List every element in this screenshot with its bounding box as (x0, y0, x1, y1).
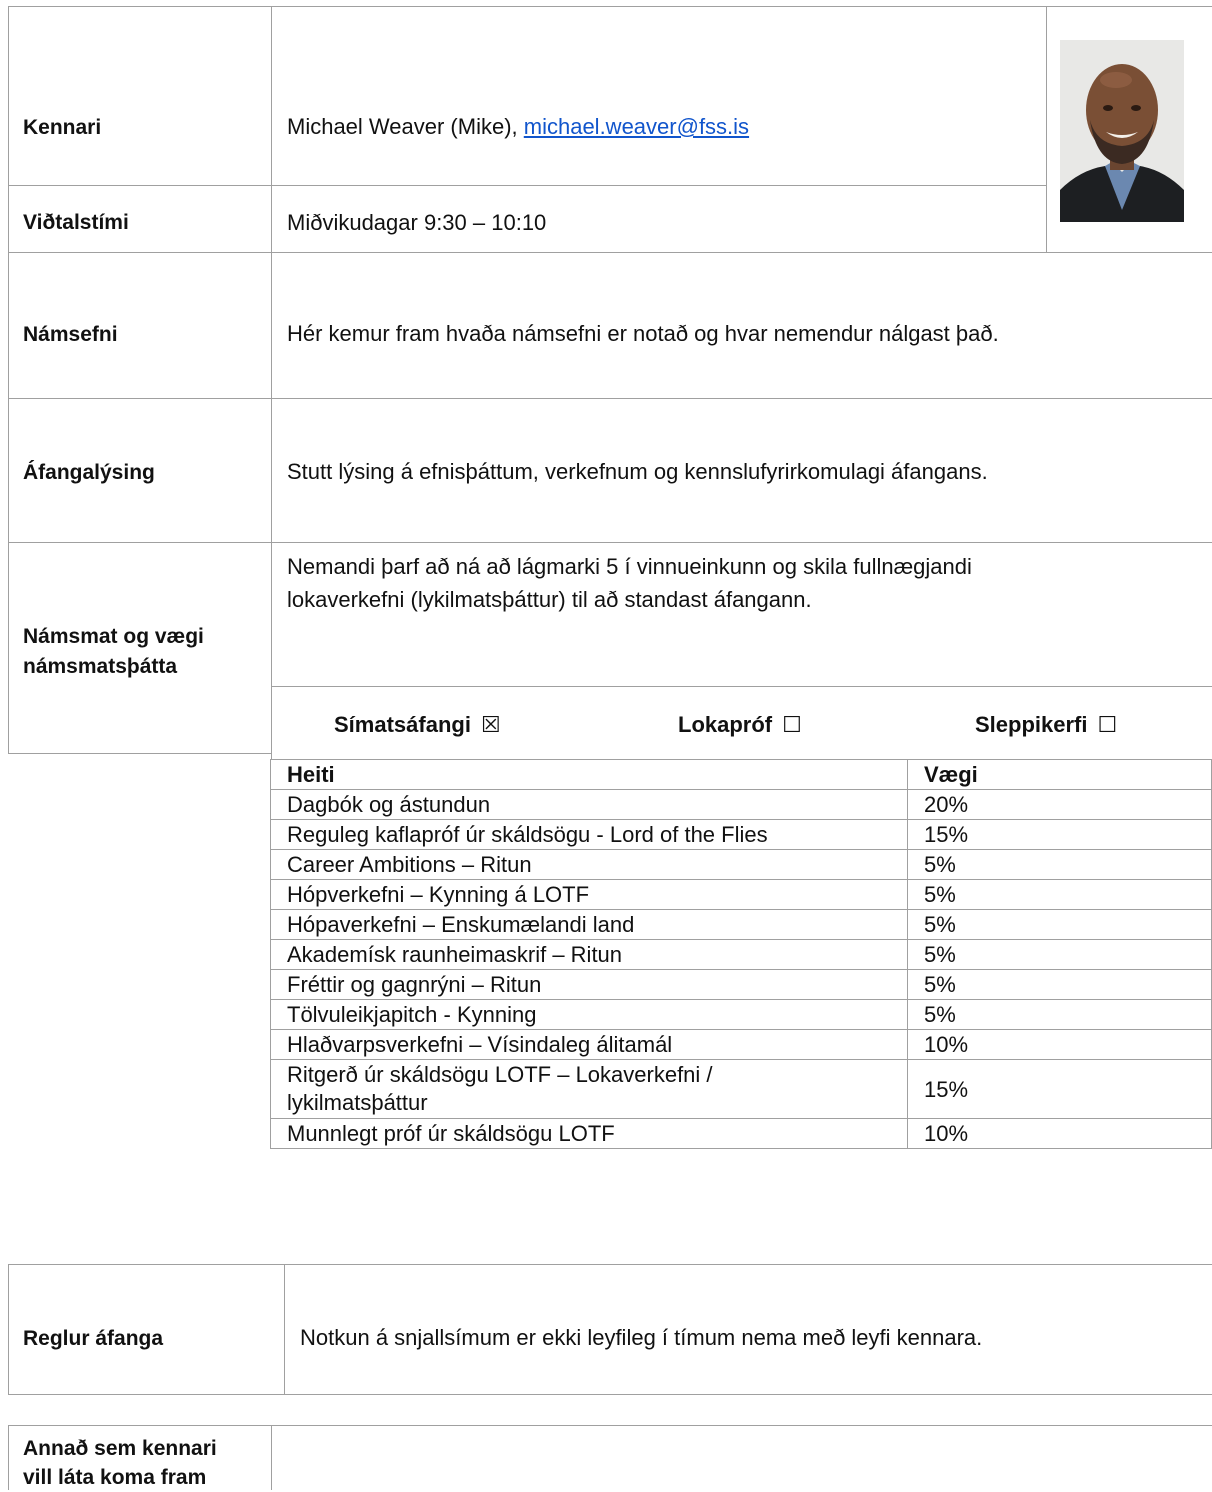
materials-value: Hér kemur fram hvaða námsefni er notað og hvar nemendur nálgast það. (287, 321, 999, 346)
grading-header-row (271, 760, 1212, 790)
other-label-line1: Annað sem kennari (23, 1437, 217, 1460)
row-name-line1: Ritgerð úr skáldsögu LOTF – Lokaverkefni / (287, 1062, 713, 1087)
assessment-text-line2: lokaverkefni (lykilmatsþáttur) til að standast áfangann. (287, 587, 812, 612)
row-weight: 5% (908, 970, 1212, 1000)
row-weight: 20% (908, 790, 1212, 820)
row-name: Tölvuleikjapitch - Kynning (271, 1000, 908, 1030)
rules-label: Reglur áfanga (23, 1327, 164, 1350)
table-row (271, 1060, 1212, 1119)
row-name: Munnlegt próf úr skáldsögu LOTF (271, 1119, 908, 1149)
row-name: Reguleg kaflapróf úr skáldsögu - Lord of the Flies (271, 820, 908, 850)
assessment-label-line1: Námsmat og vægi (23, 625, 204, 648)
row-name: Fréttir og gagnrýni – Ritun (271, 970, 908, 1000)
row-weight: 5% (908, 850, 1212, 880)
row-name: Career Ambitions – Ritun (271, 850, 908, 880)
table-row (271, 790, 1212, 820)
teacher-photo (1060, 40, 1184, 222)
teacher-label: Kennari (23, 116, 102, 139)
row-name-line2: lykilmatsþáttur (287, 1090, 428, 1115)
teacher-value (287, 114, 749, 140)
row-weight: 5% (908, 1000, 1212, 1030)
office-hours-value: Miðvikudagar 9:30 – 10:10 (287, 210, 547, 235)
row-name: Hópaverkefni – Enskumælandi land (271, 910, 908, 940)
unchecked-box-icon[interactable]: ☐ (782, 712, 802, 737)
row-weight: 5% (908, 910, 1212, 940)
option-skip-system-label: Sleppikerfi (975, 712, 1088, 737)
assessment-text (287, 550, 972, 616)
header-weight: Vægi (908, 760, 1212, 790)
other-label (23, 1434, 217, 1492)
row-name: Akademísk raunheimaskrif – Ritun (271, 940, 908, 970)
table-row (271, 1030, 1212, 1060)
table-row (271, 910, 1212, 940)
checked-box-icon[interactable]: ☒ (480, 712, 501, 737)
grading-table (270, 759, 1212, 1149)
rules-value: Notkun á snjallsímum er ekki leyfileg í tímum nema með leyfi kennara. (300, 1325, 983, 1350)
description-label: Áfangalýsing (23, 461, 155, 484)
table-row (271, 850, 1212, 880)
row-weight: 10% (908, 1119, 1212, 1149)
option-continuous[interactable] (334, 712, 501, 738)
row-name (271, 1060, 908, 1119)
row-weight: 15% (908, 1060, 1212, 1119)
assessment-label-line2: námsmatsþátta (23, 655, 178, 678)
table-row (271, 940, 1212, 970)
materials-label: Námsefni (23, 323, 118, 346)
row-name: Hlaðvarpsverkefni – Vísindaleg álitamál (271, 1030, 908, 1060)
teacher-name: Michael Weaver (Mike), (287, 114, 524, 139)
table-row (271, 820, 1212, 850)
option-skip-system[interactable] (975, 712, 1117, 738)
option-final-exam-label: Lokapróf (678, 712, 773, 737)
office-hours-label: Viðtalstími (23, 211, 129, 234)
table-row (271, 970, 1212, 1000)
table-row (271, 1119, 1212, 1149)
row-weight: 5% (908, 940, 1212, 970)
unchecked-box-icon[interactable]: ☐ (1097, 712, 1118, 737)
option-final-exam[interactable] (678, 712, 802, 738)
row-weight: 5% (908, 880, 1212, 910)
assessment-label (23, 622, 204, 682)
table-row (271, 880, 1212, 910)
assessment-text-line1: Nemandi þarf að ná að lágmarki 5 í vinnueinkunn og skila fullnægjandi (287, 554, 972, 579)
other-label-line2: vill láta koma fram (23, 1466, 207, 1489)
row-name: Hópverkefni – Kynning á LOTF (271, 880, 908, 910)
table-row (271, 1000, 1212, 1030)
teacher-email-link[interactable]: michael.weaver@fss.is (523, 114, 750, 139)
row-weight: 15% (908, 820, 1212, 850)
header-name: Heiti (271, 760, 908, 790)
option-continuous-label: Símatsáfangi (334, 712, 471, 737)
row-weight: 10% (908, 1030, 1212, 1060)
description-value: Stutt lýsing á efnisþáttum, verkefnum og kennslufyrirkomulagi áfangans. (287, 459, 988, 484)
row-name: Dagbók og ástundun (271, 790, 908, 820)
teacher-portrait-image (1060, 40, 1184, 222)
